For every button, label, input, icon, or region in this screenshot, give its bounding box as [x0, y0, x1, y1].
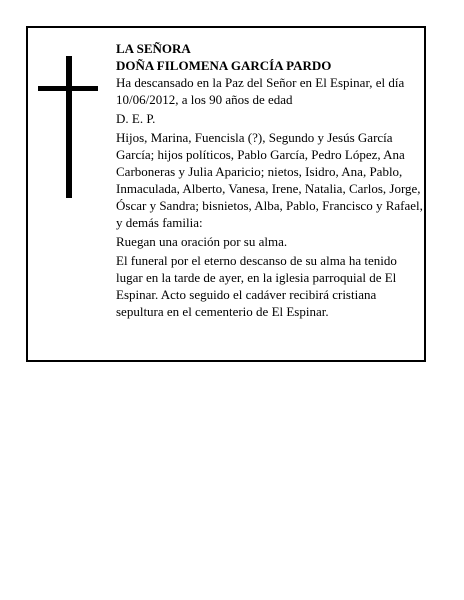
cross-horizontal-bar [38, 86, 98, 91]
deceased-name: DOÑA FILOMENA GARCÍA PARDO [116, 58, 332, 73]
family-list: Hijos, Marina, Fuencisla (?), Segundo y Jesús García García; hijos políticos, Pablo García, Pedro López, Ana Carboneras y Julia Aparicio; nietos, Isidro, Ana, Pablo, Inmaculada, Alberto, Vanesa, Irene, Natalia, Carlos, Jorge, Óscar y Sandra; bisnietos, Alba, Pablo, Francisco y Rafael, y demás familia: [116, 130, 423, 230]
rip-text: D. E. P. [116, 111, 156, 126]
title-line-1: LA SEÑORA [116, 41, 191, 56]
prayer-request: Ruegan una oración por su alma. [116, 234, 288, 249]
announcement-text: Ha descansado en la Paz del Señor en El Espinar, el día 10/06/2012, a los 90 años de edad [116, 75, 405, 107]
cross-vertical-bar [66, 56, 72, 198]
funeral-details: El funeral por el eterno descanso de su alma ha tenido lugar en la tarde de ayer, en la iglesia parroquial de El Espinar. Acto seguido el cadáver recibirá cristiana sepultura en el cementerio de El Espinar. [116, 253, 397, 319]
obituary-text [116, 40, 426, 322]
obituary-notice [26, 26, 426, 362]
latin-cross-icon [38, 56, 98, 198]
